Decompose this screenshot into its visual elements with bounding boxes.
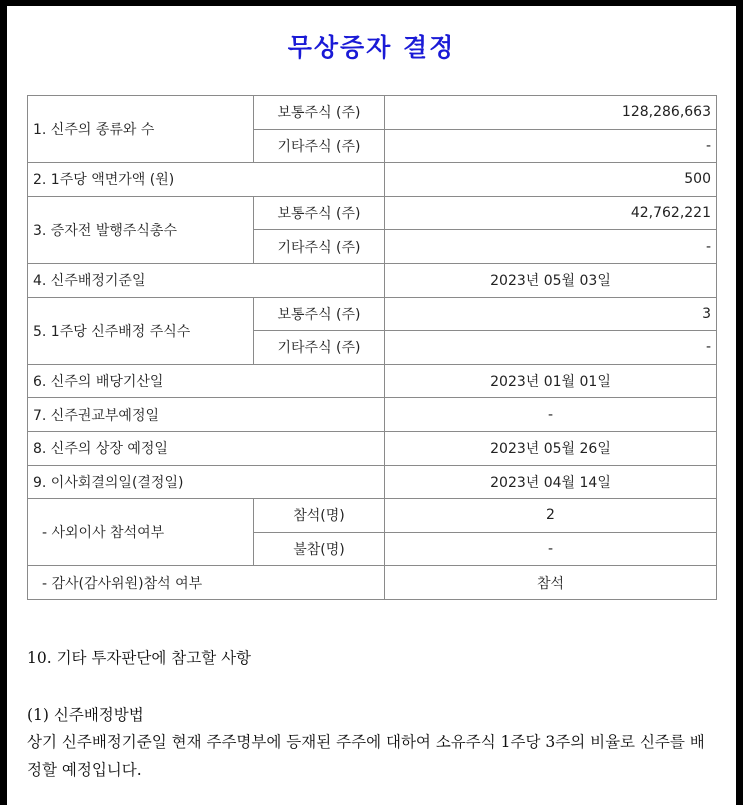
value-cell: 2023년 05월 03일 [385,263,717,297]
value-cell: 참석 [385,566,717,600]
table-row [28,96,717,130]
row-label-new-shares: 1. 신주의 종류와 수 [28,96,254,163]
sub-label-common: 보통주식 (주) [254,297,385,331]
value-cell: - [385,230,717,264]
value-cell: 2 [385,499,717,533]
sub-label-absent: 불참(명) [254,532,385,566]
value-cell: 128,286,663 [385,96,717,130]
table-row [28,465,717,499]
row-label-auditor-attendance: - 감사(감사위원)참석 여부 [28,566,385,600]
section-heading: 10. 기타 투자판단에 참고할 사항 [27,649,252,667]
table-row [28,263,717,297]
row-label-par-value: 2. 1주당 액면가액 (원) [28,163,385,197]
disclosure-page [7,6,736,805]
table-row [28,196,717,230]
body-paragraph: 상기 신주배정기준일 현재 주주명부에 등재된 주주에 대하여 소유주식 1주당 3주의 비율로 신주를 배정할 예정입니다. [27,733,705,779]
notes-section [27,646,719,784]
subsection-heading: (1) 신주배정방법 [27,706,144,724]
value-cell: - [385,331,717,365]
table-row [28,566,717,600]
value-cell: - [385,129,717,163]
table-row [28,398,717,432]
sub-label-common: 보통주식 (주) [254,196,385,230]
sub-label-other: 기타주식 (주) [254,331,385,365]
value-cell: 2023년 01월 01일 [385,364,717,398]
table-row [28,499,717,533]
sub-label-common: 보통주식 (주) [254,96,385,130]
row-label-allotment-per-share: 5. 1주당 신주배정 주식수 [28,297,254,364]
sub-label-other: 기타주식 (주) [254,129,385,163]
row-label-outside-directors: - 사외이사 참석여부 [28,499,254,566]
row-label-certificate-date: 7. 신주권교부예정일 [28,398,385,432]
value-cell: 500 [385,163,717,197]
value-cell: - [385,532,717,566]
table-row [28,431,717,465]
value-cell: 42,762,221 [385,196,717,230]
table-row [28,163,717,197]
row-label-record-date: 4. 신주배정기준일 [28,263,385,297]
sub-label-present: 참석(명) [254,499,385,533]
value-cell: 3 [385,297,717,331]
row-label-board-date: 9. 이사회결의일(결정일) [28,465,385,499]
row-label-shares-before: 3. 증자전 발행주식총수 [28,196,254,263]
row-label-listing-date: 8. 신주의 상장 예정일 [28,431,385,465]
table-row [28,364,717,398]
row-label-dividend-start: 6. 신주의 배당기산일 [28,364,385,398]
table-row [28,297,717,331]
value-cell: 2023년 04월 14일 [385,465,717,499]
disclosure-table [27,95,717,600]
page-title: 무상증자 결정 [287,33,456,62]
value-cell: 2023년 05월 26일 [385,431,717,465]
sub-label-other: 기타주식 (주) [254,230,385,264]
value-cell: - [385,398,717,432]
